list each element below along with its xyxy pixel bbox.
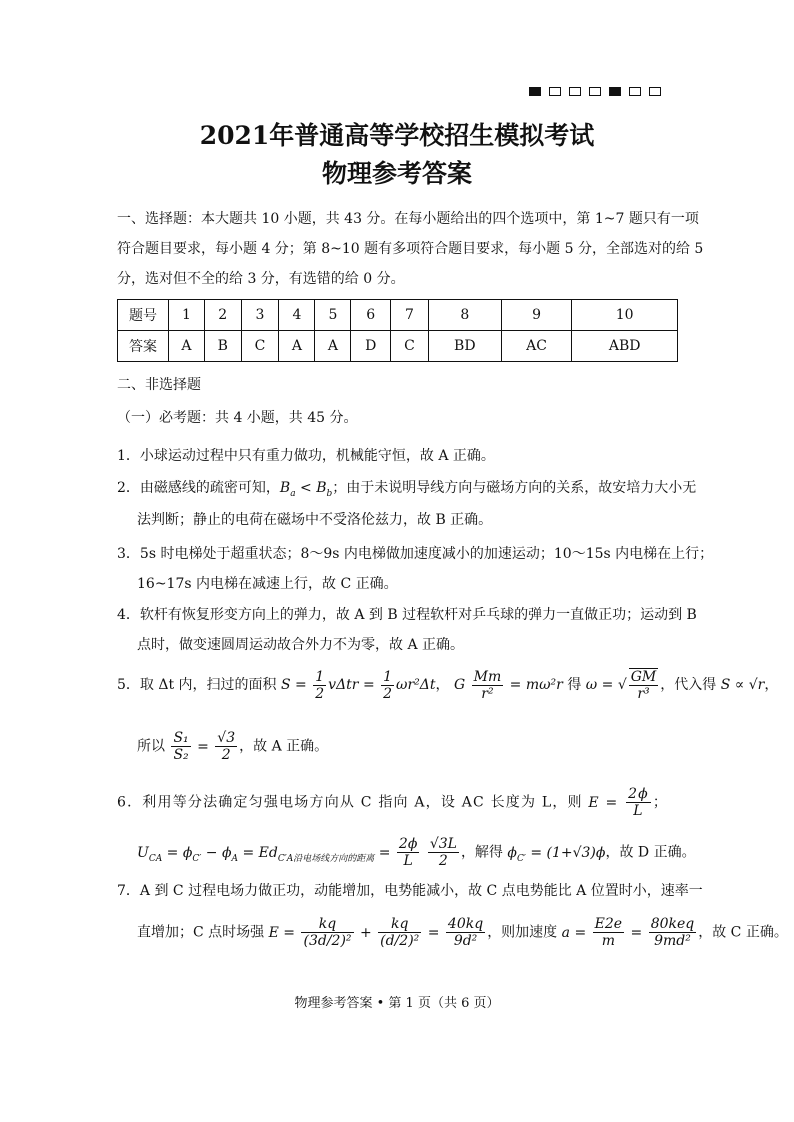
formula-potential-diff: $U_{CA} = \phi_{C'} - \phi_A = Ed_{C'A沿电场线方向的距离}$ = $\frac{2\phi}{L}$ $\frac{√3L}{2}$ xyxy=(137,836,457,869)
section1-line1: 一、选择题：本大题共 10 小题，共 43 分。在每小题给出的四个选项中，第 1~7 题只有一项 xyxy=(117,211,699,227)
formula-ratio: $\frac{\text{S₁}}{\text{S₂}}$ = $\frac{√3}{2}$ xyxy=(173,730,236,763)
table-cell: 7 xyxy=(390,300,428,331)
item-2-text: 2．由磁感线的疏密可知， xyxy=(117,480,280,496)
formula-omega: ω = √ $\frac{GM}{\text{r³}}$ xyxy=(585,669,657,702)
item-1: 1．小球运动过程中只有重力做功，机械能守恒，故 A 正确。 xyxy=(117,448,495,464)
item-6-text: 6．利用等分法确定匀强电场方向从 C 指向 A，设 AC 长度为 L，则 xyxy=(117,794,583,811)
table-cell: A xyxy=(169,331,205,362)
table-cell: 3 xyxy=(241,300,279,331)
table-cell: BD xyxy=(428,331,501,362)
page-footer: 物理参考答案 • 第 1 页（共 6 页） xyxy=(294,996,500,1011)
page-title: 2021年普通高等学校招生模拟考试 xyxy=(199,121,595,150)
table-cell: ABD xyxy=(572,331,678,362)
item-5-text: 所以 xyxy=(137,738,165,755)
item-5-line1: 5．取 Δt 内，扫过的面积 S = $\frac{1}{2}$ vΔtr = $\frac{1}{2}$ ωr²Δt， G $\frac{Mm}{\text{r²}}$ = mω²r 得 ω = √ $\frac{GM}{\text{r³}}$ ，代入得 S ∝ √r， xyxy=(117,668,779,702)
formula-proportional: S ∝ √r xyxy=(720,677,765,693)
table-row xyxy=(118,300,678,331)
formula-gravity: G $\frac{Mm}{\text{r²}}$ = mω²r xyxy=(453,668,563,702)
item-5-text: 5．取 Δt 内，扫过的面积 xyxy=(117,677,277,693)
formula-area: S = $\frac{1}{2}$ vΔtr = $\frac{1}{2}$ ωr²Δt xyxy=(281,668,436,702)
table-cell: 6 xyxy=(351,300,391,331)
table-row xyxy=(118,331,678,362)
item-4-line1: 4．软杆有恢复形变方向上的弹力，故 A 到 B 过程软杆对乒乓球的弹力一直做正功；运动到 B xyxy=(117,607,697,623)
table-cell: 5 xyxy=(315,300,351,331)
section2-sub: （一）必考题：共 4 小题，共 45 分。 xyxy=(117,410,358,426)
item-6-text: ，故 D 正确。 xyxy=(605,844,696,861)
table-cell: C xyxy=(390,331,428,362)
table-cell: 8 xyxy=(428,300,501,331)
mark-empty xyxy=(589,87,601,96)
table-cell: A xyxy=(315,331,351,362)
formula-field-c: E = $\frac{kq}{\text{(3d/2)²}}$ + $\frac{kq}{\text{(d/2)²}}$ = $\frac{40kq}{\text{9d²}}$ xyxy=(268,916,484,949)
item-5-text: ，故 A 正确。 xyxy=(239,738,329,755)
table-cell: D xyxy=(351,331,391,362)
item-6-text: ，解得 xyxy=(460,844,503,861)
header-marks xyxy=(529,87,661,96)
mark-empty xyxy=(549,87,561,96)
item-5-line2 xyxy=(137,730,328,763)
table-cell: 2 xyxy=(204,300,241,331)
item-6-line2 xyxy=(137,836,696,869)
table-cell: 题号 xyxy=(118,300,169,331)
item-2-line1 xyxy=(117,477,696,499)
table-cell: 4 xyxy=(279,300,315,331)
mark-empty xyxy=(649,87,661,96)
item-3-line1: 3．5s 时电梯处于超重状态；8～9s 内电梯做加速度减小的加速运动；10～15s 内电梯在上行； xyxy=(117,546,714,562)
section1-line2: 符合题目要求，每小题 4 分；第 8~10 题有多项符合题目要求，每小题 5 分，全部选对的给 5 xyxy=(117,241,704,257)
formula-e-field: E = $\frac{2\phi}{L}$ xyxy=(588,786,649,819)
section1-line3: 分，选对但不全的给 3 分，有选错的给 0 分。 xyxy=(117,271,405,287)
table-cell: 9 xyxy=(501,300,572,331)
table-cell: B xyxy=(204,331,241,362)
table-cell: 1 xyxy=(169,300,205,331)
table-cell: AC xyxy=(501,331,572,362)
mark-filled xyxy=(609,87,621,96)
table-cell: 答案 xyxy=(118,331,169,362)
item-7-text: 直增加；C 点时场强 xyxy=(137,924,265,941)
page-subtitle: 物理参考答案 xyxy=(321,159,472,188)
item-7-text: ，故 C 正确。 xyxy=(698,924,788,941)
item-7-line1: 7．A 到 C 过程电场力做正功，动能增加，电势能减小，故 C 点电势能比 A 位置时小，速率一 xyxy=(117,883,703,899)
formula-sub-label: C′A沿电场线方向的距离 xyxy=(277,853,375,864)
section2-title: 二、非选择题 xyxy=(117,377,201,393)
formula-ba-bb: $B_a < B_b$ xyxy=(279,480,333,499)
item-6-line1: 6．利用等分法确定匀强电场方向从 C 指向 A，设 AC 长度为 L，则 E = $\frac{2\phi}{L}$ ； xyxy=(117,786,669,819)
mark-filled xyxy=(529,87,541,96)
item-7-line2 xyxy=(137,916,788,949)
table-cell: C xyxy=(241,331,279,362)
answer-table xyxy=(117,299,678,362)
item-4-line2: 点时，做变速圆周运动故合外力不为零，故 A 正确。 xyxy=(137,637,465,653)
item-2-text: ；由于未说明导线方向与磁场方向的关系，故安培力大小无 xyxy=(332,480,697,496)
item-7-text: ，则加速度 xyxy=(487,924,558,941)
formula-acceleration: a = $\frac{E2e}{m}$ = $\frac{\text{80keq}}{\text{9md²}}$ xyxy=(561,916,695,949)
mark-empty xyxy=(569,87,581,96)
formula-phi-c: $\phi_{C'} = (1+√3)\phi$ xyxy=(507,844,606,864)
item-2-line2: 法判断；静止的电荷在磁场中不受洛伦兹力，故 B 正确。 xyxy=(137,512,493,528)
table-cell: A xyxy=(279,331,315,362)
table-cell: 10 xyxy=(572,300,678,331)
item-5-text: 得 xyxy=(567,677,582,693)
item-3-line2: 16~17s 内电梯在减速上行，故 C 正确。 xyxy=(137,576,398,592)
mark-empty xyxy=(629,87,641,96)
item-5-text: ，代入得 xyxy=(660,677,717,693)
